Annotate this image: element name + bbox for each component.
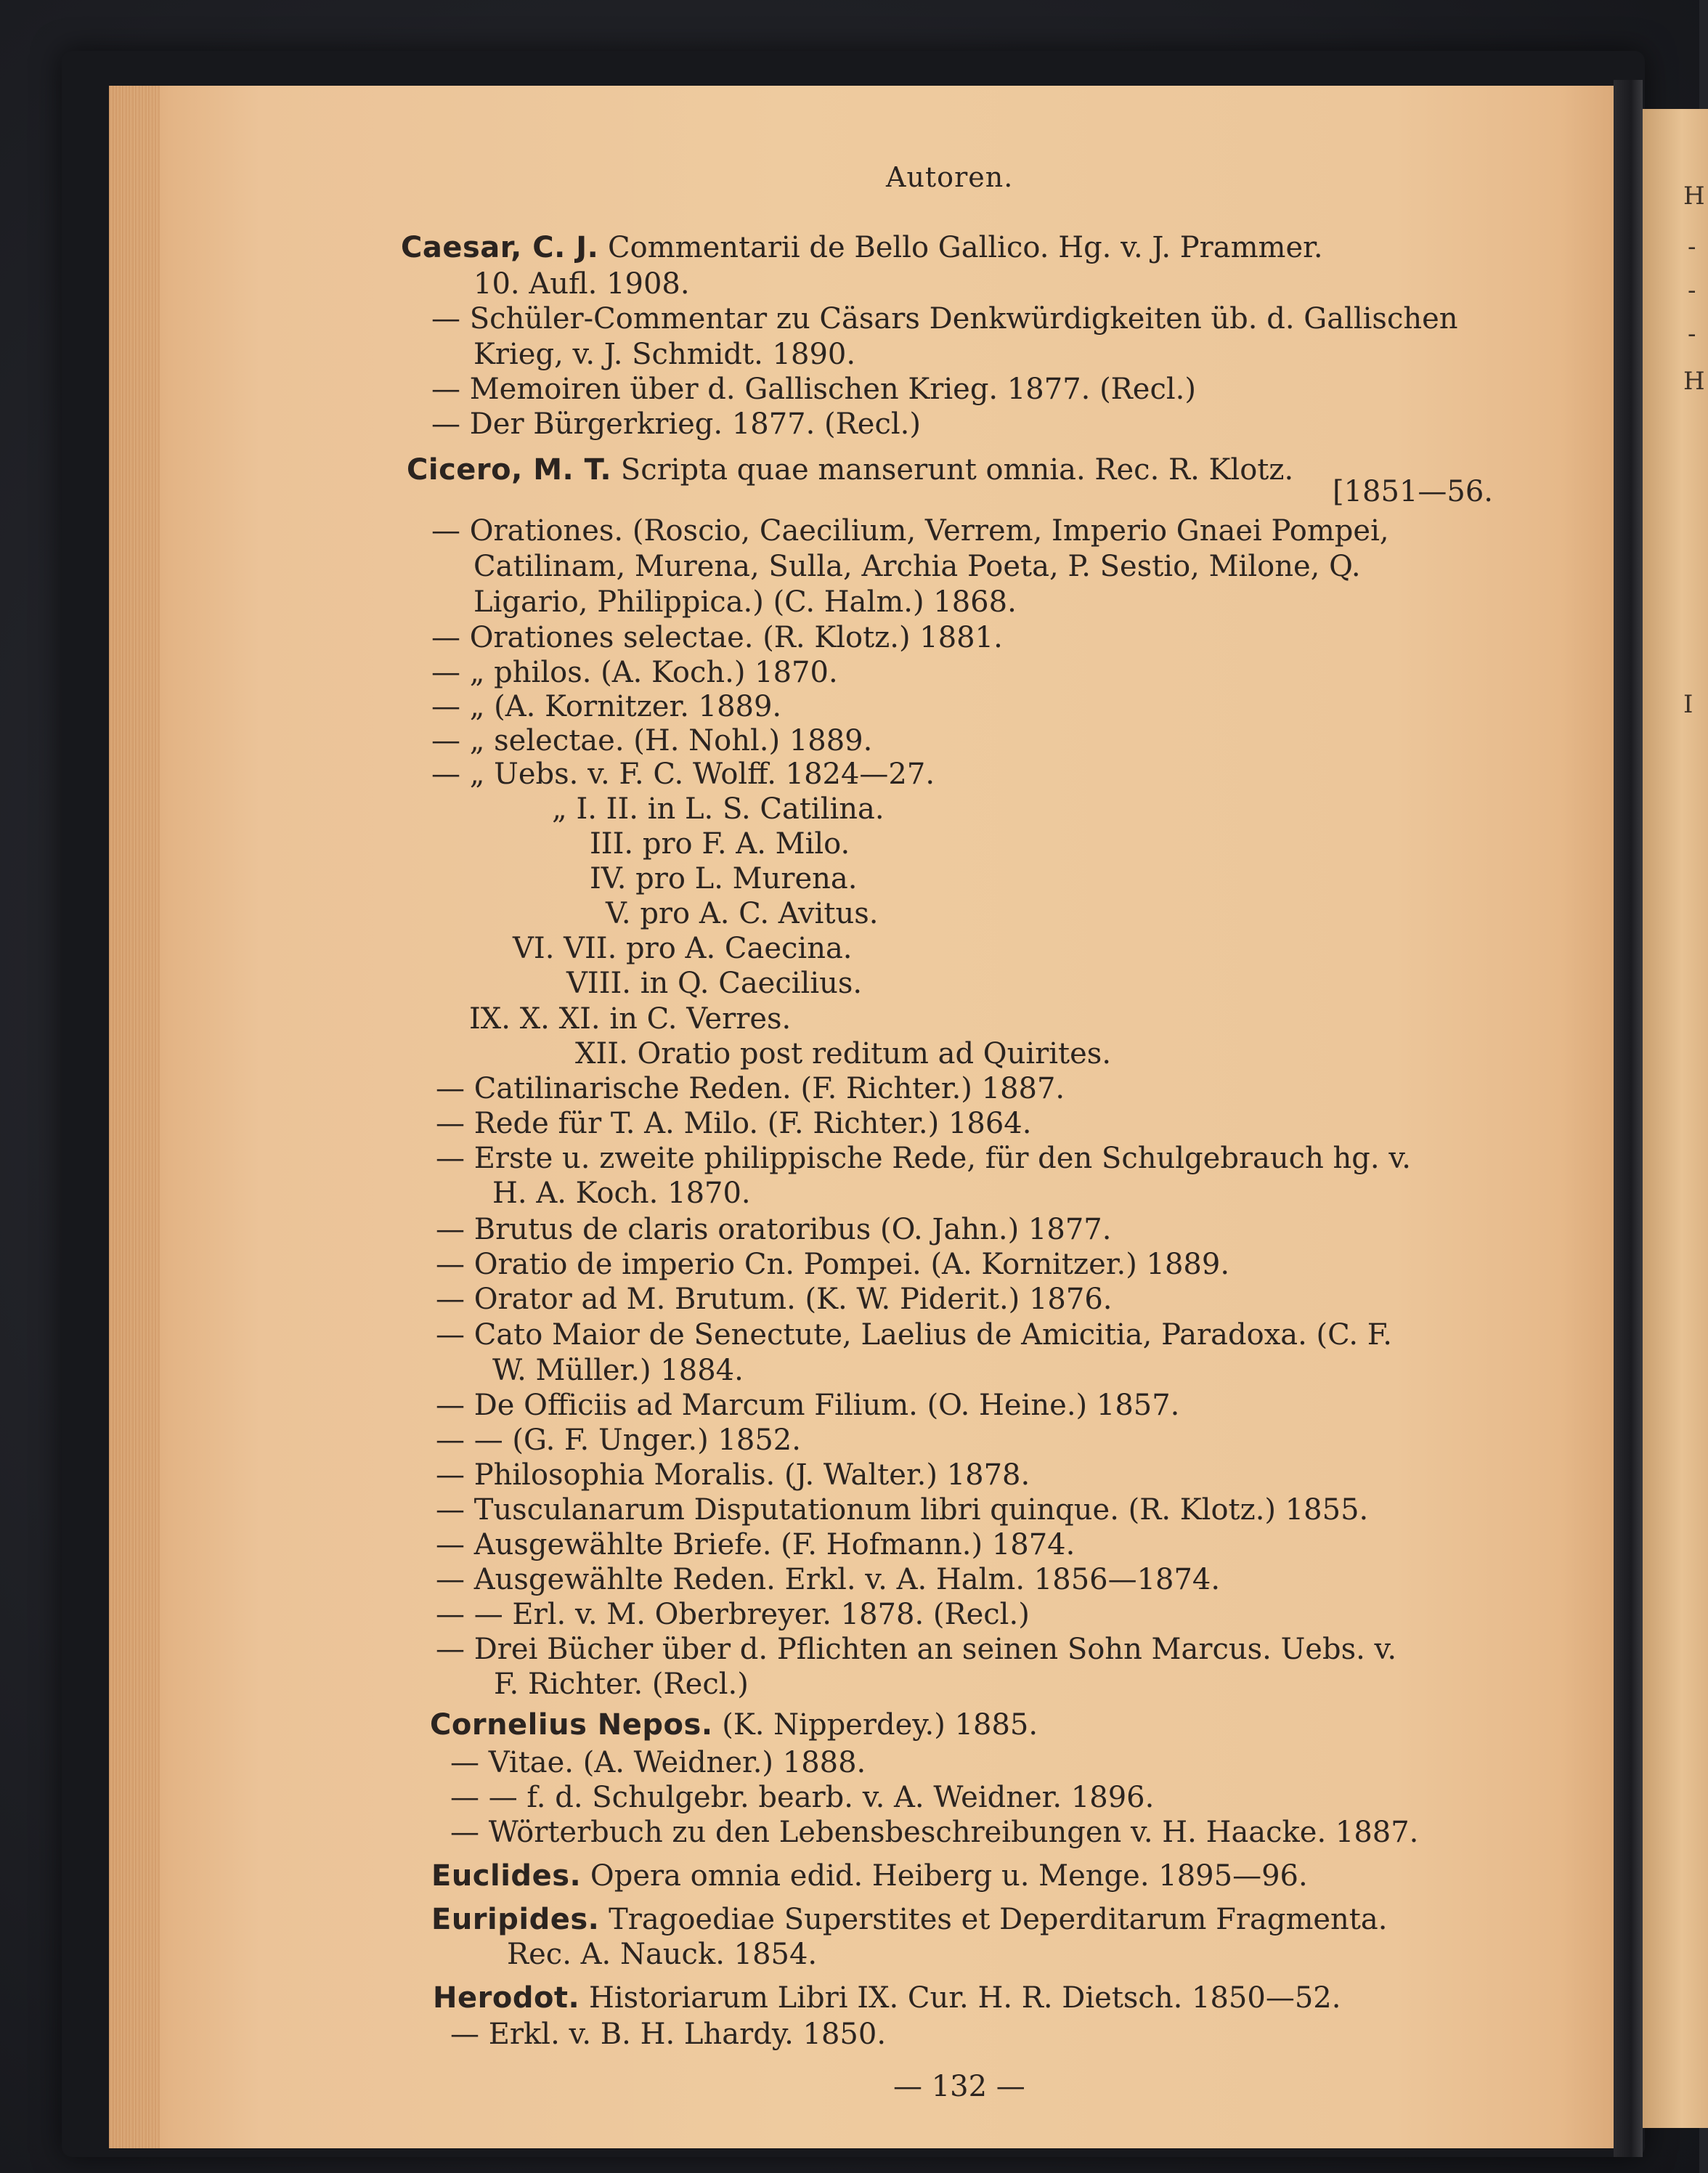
text-line: — — f. d. Schulgebr. bearb. v. A. Weidner. 1896. <box>450 1781 1155 1814</box>
text-line: — Wörterbuch zu den Lebensbeschreibungen v. H. Haacke. 1887. <box>450 1816 1419 1849</box>
text-line: — Oratio de imperio Cn. Pompei. (A. Kornitzer.) 1889. <box>436 1248 1230 1281</box>
author-name: Cornelius Nepos. <box>430 1708 713 1742</box>
text-line <box>431 1903 1387 1936</box>
text-line: — Erkl. v. B. H. Lhardy. 1850. <box>450 2018 887 2051</box>
facing-letter: H <box>1683 182 1705 211</box>
author-name: Caesar, C. J. <box>401 231 599 264</box>
text-line: — Memoiren über d. Gallischen Krieg. 1877. (Recl.) <box>431 373 1196 406</box>
text-line: Rec. A. Nauck. 1854. <box>507 1938 818 1971</box>
text-line <box>433 1981 1341 2015</box>
entry-text: Opera omnia edid. Heiberg u. Menge. 1895—96. <box>590 1859 1308 1893</box>
text-line: III. pro F. A. Milo. <box>590 827 850 861</box>
text-line: — — Erl. v. M. Oberbreyer. 1878. (Recl.) <box>436 1598 1030 1631</box>
text-line: — — (G. F. Unger.) 1852. <box>436 1423 801 1457</box>
text-line: 10. Aufl. 1908. <box>473 267 690 301</box>
page-number: — 132 — <box>893 2070 1025 2103</box>
entry-text: Scripta quae manserunt omnia. Rec. R. Klotz. <box>620 453 1294 487</box>
text-line: — Rede für T. A. Milo. (F. Richter.) 1864. <box>436 1107 1032 1140</box>
text-line: Krieg, v. J. Schmidt. 1890. <box>473 338 856 371</box>
text-line <box>407 453 1293 487</box>
text-line: „ I. II. in L. S. Catilina. <box>552 792 884 826</box>
text-line: — „ selectae. (H. Nohl.) 1889. <box>431 724 873 757</box>
facing-letter: H <box>1683 367 1705 396</box>
text-line: — Ausgewählte Briefe. (F. Hofmann.) 1874. <box>436 1528 1075 1561</box>
text-line: — Ausgewählte Reden. Erkl. v. A. Halm. 1856—1874. <box>436 1563 1221 1596</box>
text-line <box>401 231 1323 264</box>
text-line: XII. Oratio post reditum ad Quirites. <box>575 1037 1112 1071</box>
text-line: — Brutus de claris oratoribus (O. Jahn.) 1877. <box>436 1213 1112 1246</box>
entry-text: Historiarum Libri IX. Cur. H. R. Dietsch. 1850—52. <box>588 1981 1341 2015</box>
author-name: Euripides. <box>431 1903 600 1936</box>
facing-letter: - <box>1688 232 1696 261</box>
text-line <box>430 1708 1038 1742</box>
text-line: — Cato Maior de Senectute, Laelius de Amicitia, Paradoxa. (C. F. <box>436 1318 1392 1352</box>
author-name: Euclides. <box>431 1859 582 1893</box>
author-name: Cicero, M. T. <box>407 453 612 487</box>
text-line: Catilinam, Murena, Sulla, Archia Poeta, P. Sestio, Milone, Q. <box>473 550 1361 583</box>
text-line: VIII. in Q. Caecilius. <box>566 967 863 1000</box>
entry-text: (K. Nipperdey.) 1885. <box>722 1708 1038 1742</box>
text-line: — Orationes. (Roscio, Caecilium, Verrem, Imperio Gnaei Pompei, <box>431 514 1389 548</box>
text-line <box>431 1859 1308 1893</box>
facing-letter: - <box>1688 320 1696 349</box>
text-line: — Vitae. (A. Weidner.) 1888. <box>450 1746 866 1779</box>
text-line: [1851—56. <box>1333 475 1494 508</box>
facing-letter: I <box>1683 690 1693 719</box>
text-line: Ligario, Philippica.) (C. Halm.) 1868. <box>473 585 1017 619</box>
entry-text: Tragoediae Superstites et Deperditarum Fragmenta. <box>609 1903 1388 1936</box>
text-line: — De Officiis ad Marcum Filium. (O. Heine.) 1857. <box>436 1389 1180 1422</box>
text-line: IV. pro L. Murena. <box>590 862 858 895</box>
text-line: — Drei Bücher über d. Pflichten an seinen Sohn Marcus. Uebs. v. <box>436 1633 1397 1666</box>
text-line: F. Richter. (Recl.) <box>494 1668 749 1701</box>
author-name: Herodot. <box>433 1981 580 2015</box>
text-line: — Orationes selectae. (R. Klotz.) 1881. <box>431 621 1003 654</box>
text-line: — „ (A. Kornitzer. 1889. <box>431 690 782 723</box>
text-line: — Orator ad M. Brutum. (K. W. Piderit.) 1876. <box>436 1283 1113 1316</box>
text-line: — Philosophia Moralis. (J. Walter.) 1878. <box>436 1458 1030 1492</box>
text-line: — „ Uebs. v. F. C. Wolff. 1824—27. <box>431 757 935 791</box>
text-line: — Schüler-Commentar zu Cäsars Denkwürdigkeiten üb. d. Gallischen <box>431 302 1458 336</box>
text-line: W. Müller.) 1884. <box>492 1354 744 1387</box>
text-line: — Catilinarische Reden. (F. Richter.) 1887. <box>436 1072 1065 1105</box>
facing-letter: - <box>1688 276 1696 305</box>
text-line: V. pro A. C. Avitus. <box>606 897 879 930</box>
text-line: IX. X. XI. in C. Verres. <box>469 1002 792 1036</box>
entry-text: Commentarii de Bello Gallico. Hg. v. J. Prammer. <box>608 231 1323 264</box>
text-line: — Erste u. zweite philippische Rede, für den Schulgebrauch hg. v. <box>436 1142 1411 1175</box>
page-title: Autoren. <box>886 161 1014 193</box>
text-line: VI. VII. pro A. Caecina. <box>513 932 853 965</box>
text-line: — Tusculanarum Disputationum libri quinque. (R. Klotz.) 1855. <box>436 1493 1369 1527</box>
text-line: — „ philos. (A. Koch.) 1870. <box>431 656 838 689</box>
text-line: — Der Bürgerkrieg. 1877. (Recl.) <box>431 407 921 441</box>
text-line: H. A. Koch. 1870. <box>492 1177 751 1210</box>
